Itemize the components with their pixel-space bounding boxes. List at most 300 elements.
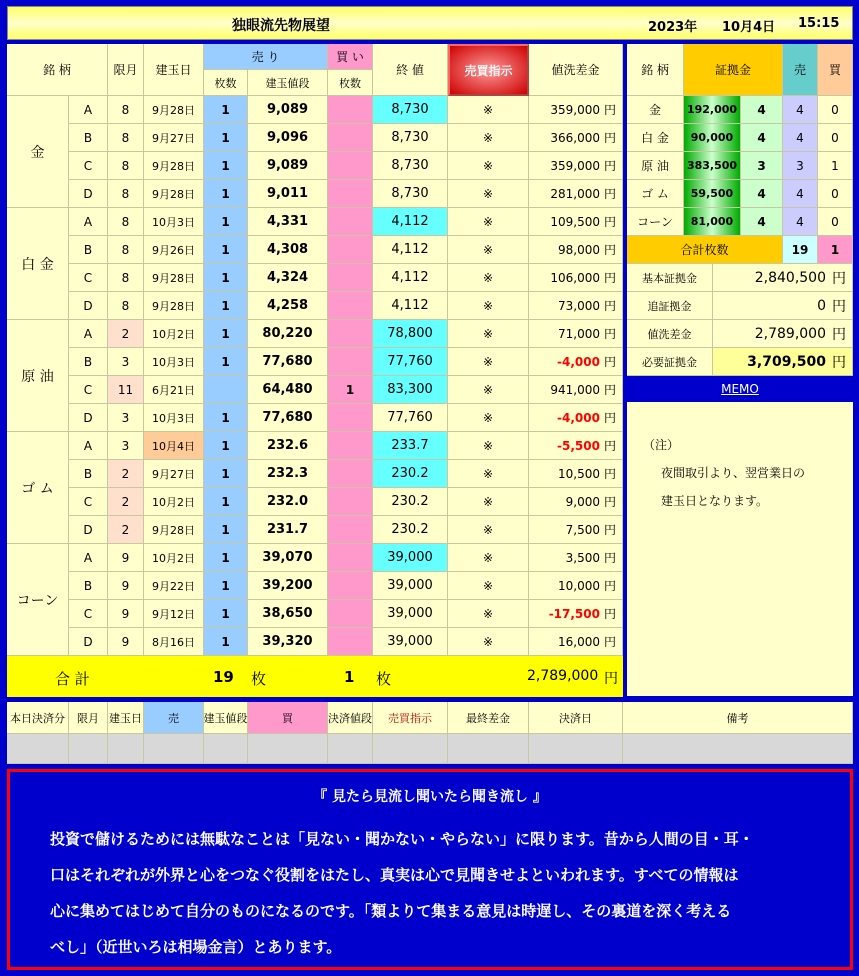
row-buy-count[interactable] bbox=[328, 124, 373, 152]
row-label: D bbox=[69, 180, 108, 208]
row-buy-count[interactable] bbox=[328, 600, 373, 628]
row-instruction[interactable]: ※ bbox=[448, 96, 529, 124]
header-sell-count: 枚数 bbox=[204, 70, 248, 96]
settle-header-j: 決済日 bbox=[529, 702, 623, 734]
side-sell: 4 bbox=[783, 180, 818, 208]
row-date: 10月3日 bbox=[144, 208, 204, 236]
settle-header-d: 売 bbox=[144, 702, 204, 734]
memo-header bbox=[627, 378, 853, 400]
yen-unit: 円 bbox=[603, 299, 616, 313]
row-instruction[interactable]: ※ bbox=[448, 236, 529, 264]
row-diff bbox=[529, 152, 623, 180]
settle-cell-b[interactable] bbox=[69, 734, 108, 764]
row-sell-count[interactable]: 1 bbox=[204, 208, 248, 236]
row-month: 8 bbox=[108, 292, 144, 320]
row-diff bbox=[529, 600, 623, 628]
row-label: C bbox=[69, 264, 108, 292]
side-buy: 1 bbox=[818, 152, 853, 180]
row-sell-count[interactable]: 1 bbox=[204, 544, 248, 572]
quote-line-3: 心に集めてはじめて自分のものになるのです。「類よりて集まる意見は時遅し、その裏道を深く考える bbox=[50, 902, 732, 920]
row-price: 80,220 bbox=[248, 320, 328, 348]
side-sell: 3 bbox=[783, 152, 818, 180]
row-month: 3 bbox=[108, 432, 144, 460]
row-date: 10月3日 bbox=[144, 404, 204, 432]
row-price: 38,650 bbox=[248, 600, 328, 628]
yen-unit: 円 bbox=[603, 159, 616, 173]
diff-value: 9,000 bbox=[565, 494, 600, 509]
row-date: 6月21日 bbox=[144, 376, 204, 404]
row-diff bbox=[529, 236, 623, 264]
settle-cell-j[interactable] bbox=[529, 734, 623, 764]
quote-line-4: べし」（近世いろは相場金言）とあります。 bbox=[50, 938, 342, 956]
row-price: 232.6 bbox=[248, 432, 328, 460]
row-diff bbox=[529, 208, 623, 236]
row-instruction[interactable]: ※ bbox=[448, 628, 529, 656]
row-buy-count[interactable] bbox=[328, 544, 373, 572]
side-margin-value: 383,500 bbox=[684, 152, 741, 180]
row-diff bbox=[529, 432, 623, 460]
row-close: 230.2 bbox=[373, 460, 448, 488]
row-instruction[interactable]: ※ bbox=[448, 180, 529, 208]
row-buy-count[interactable] bbox=[328, 208, 373, 236]
summary-amount: 2,840,500 bbox=[754, 269, 826, 286]
row-date: 9月28日 bbox=[144, 96, 204, 124]
diff-value: 7,500 bbox=[565, 522, 600, 537]
row-date: 9月28日 bbox=[144, 292, 204, 320]
diff-value: 98,000 bbox=[557, 242, 600, 257]
row-label: A bbox=[69, 432, 108, 460]
row-price: 232.3 bbox=[248, 460, 328, 488]
settle-cell-a[interactable] bbox=[7, 734, 69, 764]
memo-line-2: 建玉日となります。 bbox=[661, 494, 769, 508]
side-header-sell: 売 bbox=[783, 44, 818, 96]
row-date: 9月28日 bbox=[144, 516, 204, 544]
side-count: 4 bbox=[741, 180, 783, 208]
diff-value: -4,000 bbox=[557, 410, 600, 425]
side-margin-value: 90,000 bbox=[684, 124, 741, 152]
quote-line-1: 投資で儲けるためには無駄なことは「見ない・聞かない・やらない」に限ります。昔から人間の目・耳・ bbox=[50, 830, 754, 848]
row-instruction[interactable]: ※ bbox=[448, 208, 529, 236]
yen-unit: 円 bbox=[603, 411, 616, 425]
row-diff bbox=[529, 488, 623, 516]
total-diff: 2,789,000 bbox=[527, 668, 599, 684]
side-sell: 4 bbox=[783, 96, 818, 124]
row-price: 39,200 bbox=[248, 572, 328, 600]
yen-unit: 円 bbox=[603, 187, 616, 201]
summary-label: 追証拠金 bbox=[627, 292, 713, 320]
row-sell-count[interactable] bbox=[204, 376, 248, 404]
total-unit-2: 枚 bbox=[376, 670, 392, 688]
row-buy-count[interactable] bbox=[328, 320, 373, 348]
header-gengetsu: 限月 bbox=[108, 44, 144, 96]
summary-amount: 2,789,000 bbox=[754, 325, 826, 342]
row-diff bbox=[529, 544, 623, 572]
side-total-sell: 19 bbox=[783, 236, 818, 264]
position-table bbox=[7, 44, 623, 697]
summary-label: 必要証拠金 bbox=[627, 348, 713, 376]
row-month: 8 bbox=[108, 124, 144, 152]
settle-header-c: 建玉日 bbox=[108, 702, 144, 734]
row-month: 9 bbox=[108, 572, 144, 600]
settle-header-h: 売買指示 bbox=[373, 702, 448, 734]
side-header-meigara: 銘 柄 bbox=[627, 44, 684, 96]
row-label: C bbox=[69, 600, 108, 628]
memo-area[interactable] bbox=[627, 402, 853, 696]
settle-header-i: 最終差金 bbox=[448, 702, 529, 734]
row-buy-count[interactable] bbox=[328, 460, 373, 488]
row-close: 4,112 bbox=[373, 292, 448, 320]
row-price: 9,096 bbox=[248, 124, 328, 152]
diff-value: 106,000 bbox=[550, 270, 600, 285]
row-instruction[interactable]: ※ bbox=[448, 460, 529, 488]
row-price: 4,331 bbox=[248, 208, 328, 236]
row-price: 77,680 bbox=[248, 404, 328, 432]
yen-unit: 円 bbox=[603, 607, 616, 621]
settle-cell-c[interactable] bbox=[108, 734, 144, 764]
diff-value: -17,500 bbox=[548, 606, 600, 621]
row-sell-count[interactable]: 1 bbox=[204, 152, 248, 180]
row-instruction[interactable]: ※ bbox=[448, 404, 529, 432]
yen-unit: 円 bbox=[603, 579, 616, 593]
side-total-buy: 1 bbox=[818, 236, 853, 264]
row-label: B bbox=[69, 572, 108, 600]
side-sell: 4 bbox=[783, 124, 818, 152]
row-close: 39,000 bbox=[373, 600, 448, 628]
row-sell-count[interactable]: 1 bbox=[204, 264, 248, 292]
row-month: 9 bbox=[108, 628, 144, 656]
row-price: 231.7 bbox=[248, 516, 328, 544]
row-close: 233.7 bbox=[373, 432, 448, 460]
settle-cell-e[interactable] bbox=[204, 734, 248, 764]
row-diff bbox=[529, 180, 623, 208]
side-buy: 0 bbox=[818, 208, 853, 236]
row-diff bbox=[529, 628, 623, 656]
row-label: D bbox=[69, 516, 108, 544]
row-date: 8月16日 bbox=[144, 628, 204, 656]
row-price: 9,011 bbox=[248, 180, 328, 208]
row-date: 10月3日 bbox=[144, 348, 204, 376]
row-buy-count[interactable] bbox=[328, 628, 373, 656]
row-instruction[interactable]: ※ bbox=[448, 488, 529, 516]
side-buy: 0 bbox=[818, 180, 853, 208]
commodity-name: 金 bbox=[7, 96, 69, 208]
row-buy-count[interactable] bbox=[328, 180, 373, 208]
side-sell: 4 bbox=[783, 208, 818, 236]
row-close: 39,000 bbox=[373, 628, 448, 656]
row-close: 8,730 bbox=[373, 124, 448, 152]
row-instruction[interactable]: ※ bbox=[448, 292, 529, 320]
row-close: 83,300 bbox=[373, 376, 448, 404]
row-label: C bbox=[69, 376, 108, 404]
row-buy-count[interactable] bbox=[328, 432, 373, 460]
row-label: A bbox=[69, 320, 108, 348]
diff-value: 73,000 bbox=[557, 298, 600, 313]
row-buy-count[interactable] bbox=[328, 264, 373, 292]
row-date: 9月27日 bbox=[144, 460, 204, 488]
total-yen: 円 bbox=[604, 671, 618, 687]
row-diff bbox=[529, 376, 623, 404]
row-sell-count[interactable]: 1 bbox=[204, 600, 248, 628]
row-close: 230.2 bbox=[373, 488, 448, 516]
row-instruction[interactable]: ※ bbox=[448, 432, 529, 460]
settle-header-e: 建玉値段 bbox=[204, 702, 248, 734]
row-sell-count[interactable]: 1 bbox=[204, 96, 248, 124]
row-buy-count[interactable] bbox=[328, 152, 373, 180]
row-close: 77,760 bbox=[373, 348, 448, 376]
row-sell-count[interactable]: 1 bbox=[204, 348, 248, 376]
row-instruction[interactable]: ※ bbox=[448, 376, 529, 404]
side-commodity: 金 bbox=[627, 96, 684, 124]
row-price: 39,320 bbox=[248, 628, 328, 656]
commodity-name: コーン bbox=[7, 544, 69, 656]
row-diff bbox=[529, 124, 623, 152]
trade-instruction-button[interactable]: 売買指示 bbox=[448, 44, 529, 96]
settle-header-f: 買 bbox=[248, 702, 328, 734]
settle-cell-f[interactable] bbox=[248, 734, 328, 764]
diff-value: 941,000 bbox=[550, 382, 600, 397]
side-count: 4 bbox=[741, 124, 783, 152]
yen-unit: 円 bbox=[603, 131, 616, 145]
row-buy-count[interactable] bbox=[328, 348, 373, 376]
total-buy: 1 bbox=[344, 668, 355, 686]
row-label: D bbox=[69, 628, 108, 656]
row-month: 11 bbox=[108, 376, 144, 404]
row-buy-count[interactable] bbox=[328, 404, 373, 432]
row-date: 9月22日 bbox=[144, 572, 204, 600]
row-diff bbox=[529, 460, 623, 488]
yen-unit: 円 bbox=[603, 355, 616, 369]
summary-amount: 3,709,500 bbox=[747, 353, 826, 370]
row-close: 4,112 bbox=[373, 264, 448, 292]
row-buy-count[interactable] bbox=[328, 96, 373, 124]
row-sell-count[interactable]: 1 bbox=[204, 292, 248, 320]
row-sell-count[interactable]: 1 bbox=[204, 180, 248, 208]
row-close: 4,112 bbox=[373, 208, 448, 236]
side-commodity: ゴ ム bbox=[627, 180, 684, 208]
settle-cell-h[interactable] bbox=[373, 734, 448, 764]
memo-note: （注） bbox=[643, 438, 680, 452]
row-price: 4,308 bbox=[248, 236, 328, 264]
header-sell: 売 り bbox=[204, 44, 328, 70]
settlement-table bbox=[7, 702, 853, 764]
row-sell-count[interactable]: 1 bbox=[204, 432, 248, 460]
row-month: 2 bbox=[108, 488, 144, 516]
yen-unit: 円 bbox=[603, 467, 616, 481]
row-diff bbox=[529, 96, 623, 124]
total-unit-1: 枚 bbox=[251, 670, 267, 688]
row-month: 3 bbox=[108, 348, 144, 376]
row-close: 8,730 bbox=[373, 152, 448, 180]
quote-title: 『 見たら見流し聞いたら聞き流し 』 bbox=[313, 789, 547, 805]
header-meigara: 銘 柄 bbox=[7, 44, 108, 96]
side-commodity: 原 油 bbox=[627, 152, 684, 180]
diff-value: 16,000 bbox=[557, 634, 600, 649]
row-close: 78,800 bbox=[373, 320, 448, 348]
row-sell-count[interactable]: 1 bbox=[204, 460, 248, 488]
header-buy: 買 い bbox=[328, 44, 373, 70]
row-instruction[interactable]: ※ bbox=[448, 124, 529, 152]
row-instruction[interactable]: ※ bbox=[448, 600, 529, 628]
diff-value: 109,500 bbox=[550, 214, 600, 229]
total-row bbox=[7, 656, 623, 697]
row-sell-count[interactable]: 1 bbox=[204, 124, 248, 152]
row-close: 8,730 bbox=[373, 180, 448, 208]
yen-unit: 円 bbox=[603, 523, 616, 537]
year-label: 2023年 bbox=[648, 20, 698, 35]
row-sell-count[interactable]: 1 bbox=[204, 488, 248, 516]
side-count: 4 bbox=[741, 208, 783, 236]
settle-header-k: 備考 bbox=[623, 702, 853, 734]
row-month: 2 bbox=[108, 320, 144, 348]
row-label: B bbox=[69, 124, 108, 152]
summary-label: 基本証拠金 bbox=[627, 264, 713, 292]
row-diff bbox=[529, 348, 623, 376]
summary-value bbox=[713, 264, 853, 292]
row-instruction[interactable]: ※ bbox=[448, 320, 529, 348]
yen-unit: 円 bbox=[603, 243, 616, 257]
row-buy-count[interactable] bbox=[328, 236, 373, 264]
commodity-name: 白 金 bbox=[7, 208, 69, 320]
yen-unit: 円 bbox=[603, 103, 616, 117]
side-commodity: 白 金 bbox=[627, 124, 684, 152]
row-label: C bbox=[69, 488, 108, 516]
row-date: 9月26日 bbox=[144, 236, 204, 264]
row-date: 10月2日 bbox=[144, 320, 204, 348]
summary-label: 値洗差金 bbox=[627, 320, 713, 348]
row-diff bbox=[529, 292, 623, 320]
row-sell-count[interactable]: 1 bbox=[204, 572, 248, 600]
row-month: 9 bbox=[108, 544, 144, 572]
row-sell-count[interactable]: 1 bbox=[204, 516, 248, 544]
summary-value bbox=[713, 348, 853, 376]
row-buy-count[interactable] bbox=[328, 572, 373, 600]
diff-value: 10,500 bbox=[557, 466, 600, 481]
row-month: 9 bbox=[108, 600, 144, 628]
total-label: 合 計 bbox=[55, 670, 90, 688]
row-price: 9,089 bbox=[248, 96, 328, 124]
summary-value bbox=[713, 320, 853, 348]
margin-panel bbox=[627, 44, 853, 376]
row-price: 77,680 bbox=[248, 348, 328, 376]
settle-header-g: 決済値段 bbox=[328, 702, 373, 734]
row-month: 8 bbox=[108, 264, 144, 292]
yen-unit: 円 bbox=[603, 327, 616, 341]
row-price: 4,324 bbox=[248, 264, 328, 292]
row-price: 232.0 bbox=[248, 488, 328, 516]
row-date: 9月28日 bbox=[144, 152, 204, 180]
row-sell-count[interactable]: 1 bbox=[204, 236, 248, 264]
row-diff bbox=[529, 320, 623, 348]
row-sell-count[interactable]: 1 bbox=[204, 404, 248, 432]
row-month: 8 bbox=[108, 236, 144, 264]
side-buy: 0 bbox=[818, 124, 853, 152]
row-price: 9,089 bbox=[248, 152, 328, 180]
yen-unit: 円 bbox=[832, 354, 846, 371]
row-close: 39,000 bbox=[373, 544, 448, 572]
diff-value: 3,500 bbox=[565, 550, 600, 565]
row-buy-count[interactable]: 1 bbox=[328, 376, 373, 404]
side-margin-value: 59,500 bbox=[684, 180, 741, 208]
yen-unit: 円 bbox=[603, 635, 616, 649]
quote-box bbox=[7, 769, 853, 970]
row-diff bbox=[529, 572, 623, 600]
yen-unit: 円 bbox=[603, 551, 616, 565]
time-label: 15:15 bbox=[798, 16, 840, 31]
settle-cell-k[interactable] bbox=[623, 734, 853, 764]
row-month: 8 bbox=[108, 96, 144, 124]
settle-cell-i[interactable] bbox=[448, 734, 529, 764]
yen-unit: 円 bbox=[832, 326, 846, 343]
row-price: 4,258 bbox=[248, 292, 328, 320]
row-date: 9月12日 bbox=[144, 600, 204, 628]
commodity-name: ゴ ム bbox=[7, 432, 69, 544]
settle-cell-d[interactable] bbox=[144, 734, 204, 764]
row-instruction[interactable]: ※ bbox=[448, 516, 529, 544]
header-tategyokubi: 建玉日 bbox=[144, 44, 204, 96]
summary-amount: 0 bbox=[817, 297, 826, 314]
row-diff bbox=[529, 404, 623, 432]
row-month: 2 bbox=[108, 516, 144, 544]
settle-cell-g[interactable] bbox=[328, 734, 373, 764]
row-close: 77,760 bbox=[373, 404, 448, 432]
row-label: B bbox=[69, 348, 108, 376]
diff-value: 359,000 bbox=[550, 102, 600, 117]
memo-line-1: 夜間取引より、翌営業日の bbox=[661, 466, 806, 480]
row-label: B bbox=[69, 460, 108, 488]
row-label: A bbox=[69, 208, 108, 236]
row-close: 8,730 bbox=[373, 96, 448, 124]
memo-link[interactable]: MEMO bbox=[721, 382, 759, 396]
row-diff bbox=[529, 264, 623, 292]
row-instruction[interactable]: ※ bbox=[448, 348, 529, 376]
yen-unit: 円 bbox=[603, 271, 616, 285]
row-buy-count[interactable] bbox=[328, 488, 373, 516]
yen-unit: 円 bbox=[603, 495, 616, 509]
row-instruction[interactable]: ※ bbox=[448, 264, 529, 292]
row-close: 230.2 bbox=[373, 516, 448, 544]
row-label: D bbox=[69, 292, 108, 320]
yen-unit: 円 bbox=[603, 215, 616, 229]
row-close: 4,112 bbox=[373, 236, 448, 264]
commodity-name: 原 油 bbox=[7, 320, 69, 432]
row-price: 39,070 bbox=[248, 544, 328, 572]
side-margin-value: 192,000 bbox=[684, 96, 741, 124]
quote-line-2: 口はそれぞれが外界と心をつなぐ役割をはたし、真実は心で見聞きせよといわれます。すべての情報は bbox=[50, 866, 739, 884]
yen-unit: 円 bbox=[832, 298, 846, 315]
app-title: 独眼流先物展望 bbox=[232, 18, 330, 34]
header-close: 終 値 bbox=[373, 44, 448, 96]
row-sell-count[interactable]: 1 bbox=[204, 320, 248, 348]
row-month: 2 bbox=[108, 460, 144, 488]
yen-unit: 円 bbox=[603, 439, 616, 453]
row-instruction[interactable]: ※ bbox=[448, 544, 529, 572]
row-instruction[interactable]: ※ bbox=[448, 152, 529, 180]
row-date: 10月2日 bbox=[144, 488, 204, 516]
row-label: B bbox=[69, 236, 108, 264]
diff-value: 281,000 bbox=[550, 186, 600, 201]
side-header-margin: 証拠金 bbox=[684, 44, 783, 96]
row-buy-count[interactable] bbox=[328, 292, 373, 320]
side-margin-value: 81,000 bbox=[684, 208, 741, 236]
diff-value: -4,000 bbox=[557, 354, 600, 369]
row-sell-count[interactable]: 1 bbox=[204, 628, 248, 656]
date-label: 10月4日 bbox=[722, 20, 776, 35]
row-label: D bbox=[69, 404, 108, 432]
row-diff bbox=[529, 516, 623, 544]
row-instruction[interactable]: ※ bbox=[448, 572, 529, 600]
row-label: C bbox=[69, 152, 108, 180]
row-buy-count[interactable] bbox=[328, 516, 373, 544]
